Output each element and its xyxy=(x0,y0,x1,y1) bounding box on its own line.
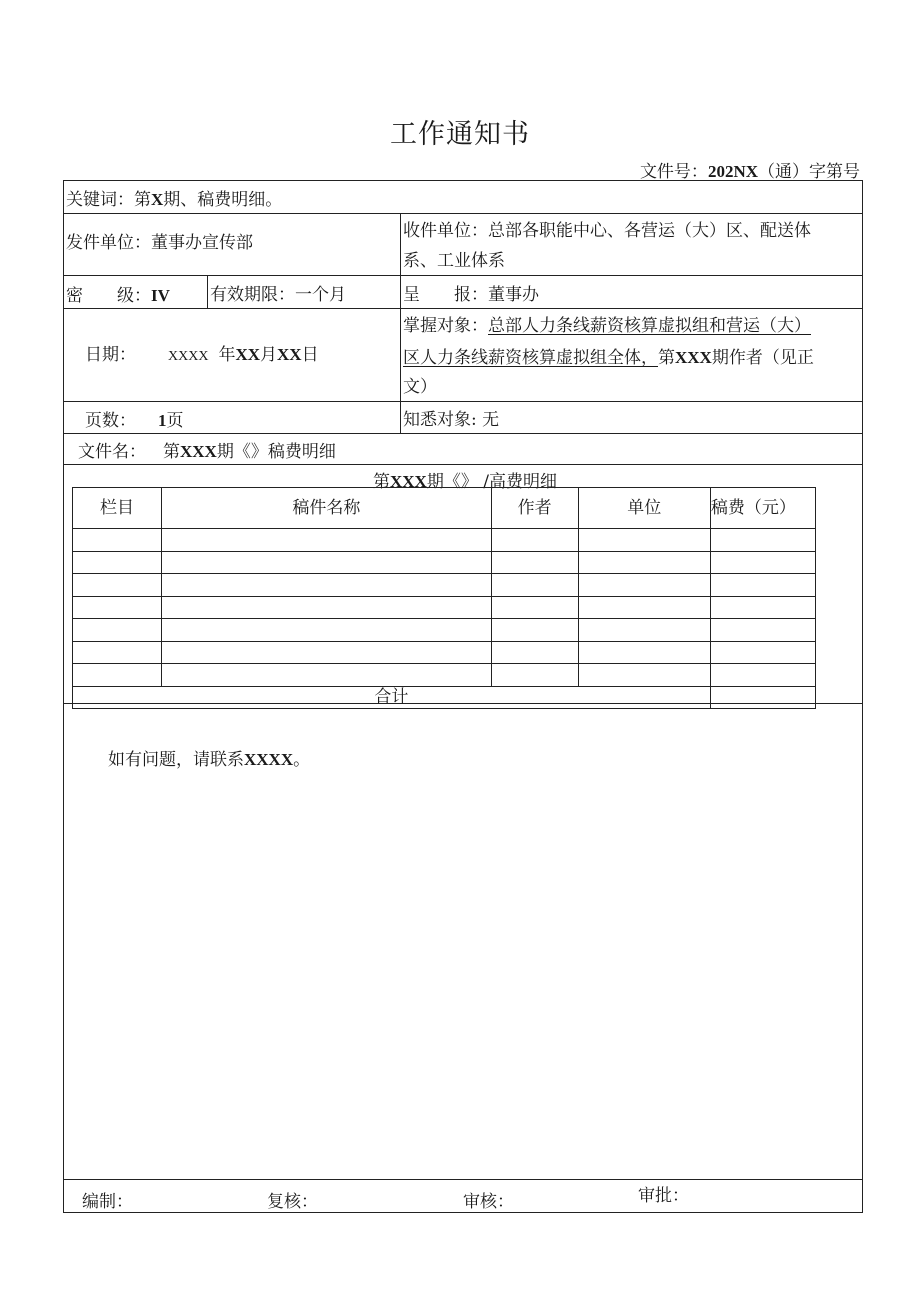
fee-table xyxy=(72,487,816,709)
table-cell xyxy=(73,596,162,619)
table-row xyxy=(73,641,816,664)
table-row xyxy=(73,574,816,597)
table-cell xyxy=(162,529,491,552)
table-cell xyxy=(578,596,710,619)
table-cell xyxy=(578,551,710,574)
table-cell xyxy=(578,619,710,642)
table-cell xyxy=(162,596,491,619)
table-row xyxy=(73,619,816,642)
document-title: 工作通知书 xyxy=(390,119,530,150)
table-cell xyxy=(73,574,162,597)
table-cell xyxy=(491,664,578,687)
total-row xyxy=(73,686,816,709)
column-header: 单位 xyxy=(578,488,710,529)
column-header: 栏目 xyxy=(73,488,162,529)
table-cell xyxy=(73,664,162,687)
contact-note: 如有问题，请联系XXXX。 xyxy=(108,750,311,770)
receiver-line-2: 系、工业体系 xyxy=(403,251,505,271)
validity-field: 有效期限：一个月 xyxy=(210,285,346,305)
column-header: 稿件名称 xyxy=(162,488,491,529)
table-cell xyxy=(491,641,578,664)
table-cell xyxy=(491,551,578,574)
table-row xyxy=(73,529,816,552)
column-divider xyxy=(400,213,401,433)
table-cell xyxy=(162,641,491,664)
table-cell xyxy=(578,664,710,687)
approved-by-label: 审批： xyxy=(638,1186,689,1206)
table-cell xyxy=(491,596,578,619)
table-row xyxy=(73,664,816,687)
table-cell xyxy=(578,529,710,552)
table-cell xyxy=(73,529,162,552)
table-cell xyxy=(162,619,491,642)
sender-field: 发件单位：董事办宣传部 xyxy=(66,233,253,253)
document-number: 文件号：202NX（通）字第号 xyxy=(639,162,860,182)
inform-field: 知悉对象: 无 xyxy=(403,410,500,430)
table-cell xyxy=(162,664,491,687)
filename-field: 文件名： 第XXX期《》稿费明细 xyxy=(78,442,336,462)
table-row xyxy=(73,551,816,574)
table-cell xyxy=(491,529,578,552)
table-cell xyxy=(578,574,710,597)
pages-field: 页数： 1页 xyxy=(85,411,184,431)
receiver-line-1: 收件单位：总部各职能中心、各营运（大）区、配送体 xyxy=(403,221,811,241)
fee-table-header xyxy=(73,488,816,529)
table-cell xyxy=(578,641,710,664)
audited-by-label: 审核： xyxy=(463,1192,514,1212)
grasp-line-1: 掌握对象：总部人力条线薪资核算虚拟组和营运（大） xyxy=(403,316,811,336)
total-value xyxy=(710,686,815,709)
report-to-field: 呈 报：董事办 xyxy=(403,285,539,305)
table-cell xyxy=(710,596,815,619)
table-cell xyxy=(710,529,815,552)
table-row xyxy=(73,596,816,619)
table-cell xyxy=(162,551,491,574)
table-cell xyxy=(710,641,815,664)
column-divider xyxy=(207,275,208,308)
table-cell xyxy=(710,619,815,642)
reviewed-by-label: 复核： xyxy=(267,1192,318,1212)
table-cell xyxy=(162,574,491,597)
table-cell xyxy=(491,574,578,597)
divider xyxy=(63,1179,863,1180)
date-field: 日期： XXXX 年XX月XX日 xyxy=(85,345,319,365)
grasp-line-3: 文） xyxy=(403,377,437,397)
keywords-field: 关键词：第X期、稿费明细。 xyxy=(66,190,283,210)
table-cell xyxy=(491,619,578,642)
table-cell xyxy=(710,551,815,574)
compiled-by-label: 编制： xyxy=(82,1192,133,1212)
column-header: 作者 xyxy=(491,488,578,529)
table-cell xyxy=(73,641,162,664)
total-label: 合计 xyxy=(73,686,711,709)
table-cell xyxy=(73,619,162,642)
table-cell xyxy=(710,574,815,597)
grasp-line-2: 区人力条线薪资核算虚拟组全体，第XXX期作者（见正 xyxy=(403,348,814,368)
table-cell xyxy=(73,551,162,574)
divider xyxy=(63,401,863,402)
fee-table-title: 第XXX期《》 /高费明细 xyxy=(373,472,557,492)
table-cell xyxy=(710,664,815,687)
secret-level-field: 密 级：IV xyxy=(66,286,170,306)
column-header: 稿费（元） xyxy=(710,488,815,529)
